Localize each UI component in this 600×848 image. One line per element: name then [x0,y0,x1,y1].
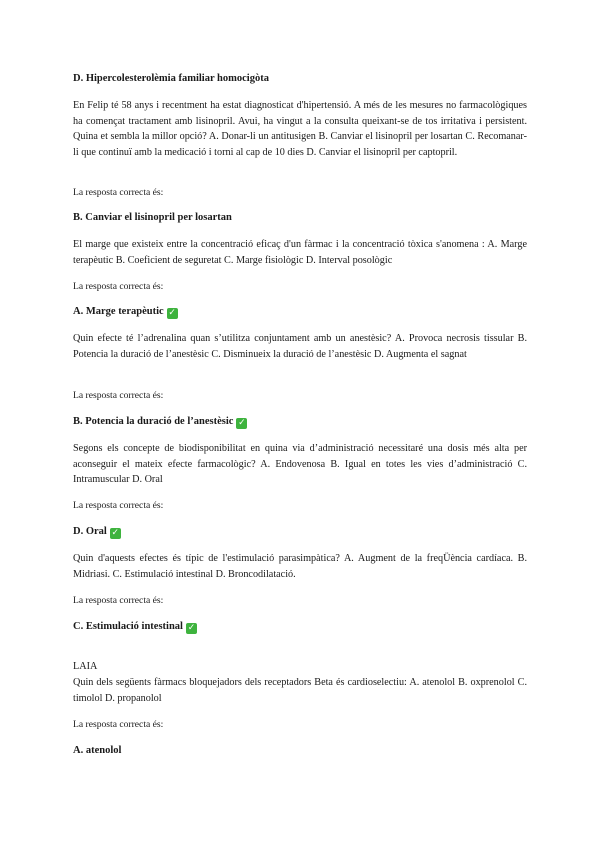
answer-text: B. Canviar el lisinopril per losartan [73,212,232,223]
check-mark-icon: ✓ [238,418,246,428]
answer-row [73,305,527,319]
answer-row [73,415,527,429]
check-mark-icon: ✓ [111,528,120,538]
answer-row [73,525,527,539]
question-text: Quin dels següents fàrmacs bloquejadors dels receptadors Beta és cardioselectiu: A. atenolol B. oxprenolol C. timolol D. propanolol [73,677,527,704]
answer-text: D. Hipercolesterolèmia familiar homocigòta [73,73,269,84]
answer-label: La resposta correcta és: [73,187,164,198]
question-text: El marge que existeix entre la concentració eficaç d'un fàrmac i la concentració tòxica s'anomena : A. Marge terapèutic B. Coeficient de seguretat C. Marge fisiològic D. Interval posològic [73,239,527,266]
check-mark-icon: ✓ [168,308,176,318]
check-mark-icon: ✓ [187,623,196,633]
question-text: Quin d'aquests efectes és típic de l'estimulació parasimpàtica? A. Augment de la freqÜència cardíaca. B. Midriasi. C. Estimulació intestinal D. Broncodilatació. [73,553,527,580]
answer-text: D. Oral [73,526,107,537]
question-text: En Felip té 58 anys i recentment ha estat diagnosticat d'hipertensió. A més de les mesures no farmacològiques ha començat tractament amb lisinopril. Avui, ha vingut a la consulta queixant-se de tos irritativa i persistent. Quina et sembla la millor opció? A. Donar-li un antitusigen B. Canviar el lisinopril per losartan C. Recomanar-li que continuï amb la medicació i torni al cap de 10 dies D. Canviar el lisinopril per captopril. [73,100,527,158]
answer-text: B. Potencia la duració de l’anestèsic [73,416,234,427]
answer-text: C. Estimulació intestinal [73,621,183,632]
question-text: Quin efecte té l’adrenalina quan s’utilitza conjuntament amb un anestèsic? A. Provoca necrosis tissular B. Potencia la duració de l’anestèsic C. Disminueix la duració de l’anestèsic D. Augmenta el sagnat [73,333,527,360]
answer-label: La resposta correcta és: [73,595,164,606]
answer-label: La resposta correcta és: [73,500,164,511]
answer-text: A. Marge terapèutic [73,306,164,317]
answer-label: La resposta correcta és: [73,390,164,401]
answer-row [73,620,527,634]
answer-text: A. atenolol [73,745,122,756]
author-name: LAIA [73,661,98,672]
answer-label: La resposta correcta és: [73,719,164,730]
question-text: Segons els concepte de biodisponibilitat en quina via d’administració necessitaré una dosis més alta per aconseguir el mateix efecte farmacològic? A. Endovenosa B. Igual en totes les vies d’administració C. Intramuscular D. Oral [73,443,527,486]
answer-label: La resposta correcta és: [73,281,164,292]
